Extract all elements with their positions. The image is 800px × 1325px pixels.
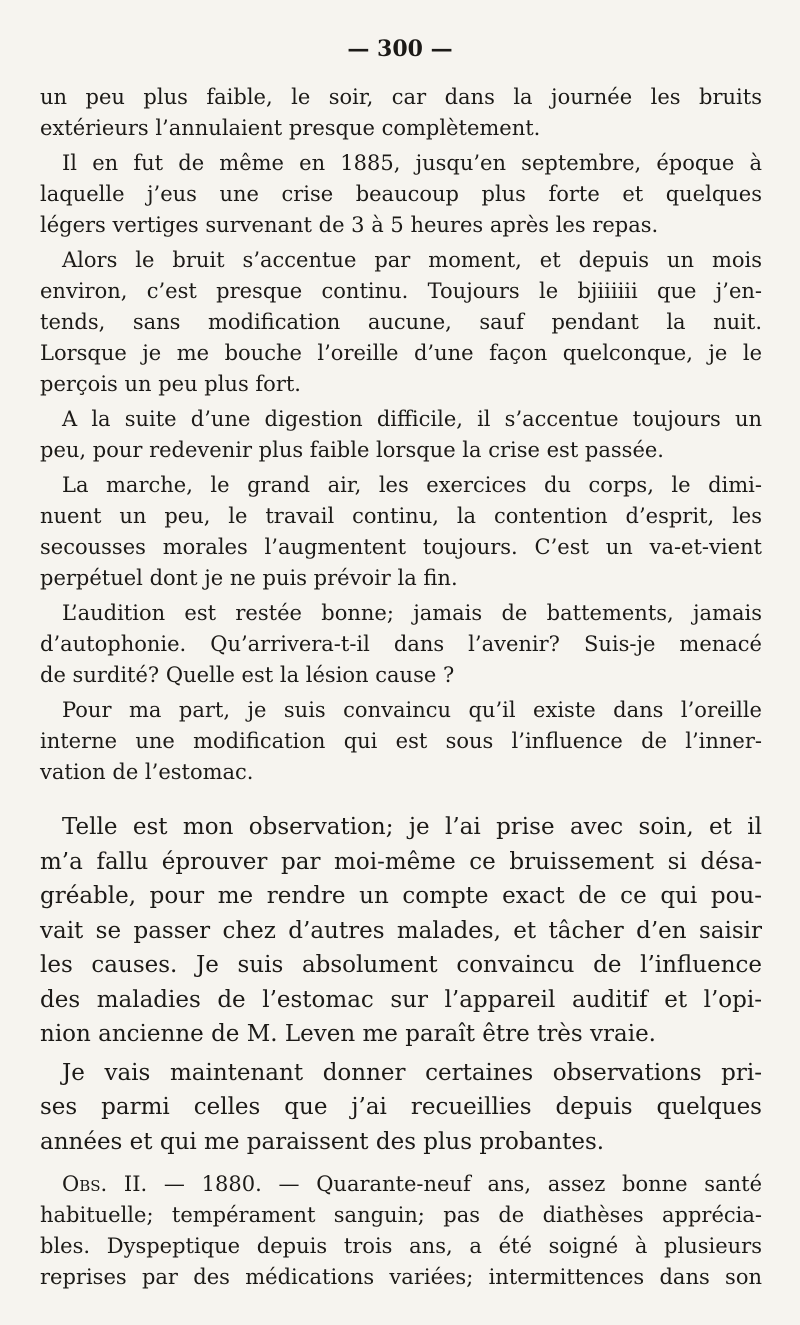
text-line: légers vertiges survenant de 3 à 5 heures après les repas. bbox=[40, 213, 659, 237]
text-line: d’autophonie. Qu’arrivera-t-il dans l’avenir? Suis-je menacé bbox=[40, 632, 762, 656]
paragraph bbox=[40, 404, 762, 466]
observation-text: II. — 1880. — Quarante-neuf ans, assez bonne santé bbox=[107, 1172, 762, 1196]
observation-lead: Obs. bbox=[62, 1172, 108, 1196]
paragraph bbox=[40, 245, 762, 400]
text-line: tends, sans modification aucune, sauf pendant la nuit. bbox=[40, 310, 762, 334]
text-line: Alors le bruit s’accentue par moment, et depuis un mois bbox=[62, 248, 762, 272]
text-line: extérieurs l’annulaient presque complètement. bbox=[40, 116, 541, 140]
paragraph bbox=[40, 82, 762, 144]
text-line: L’audition est restée bonne; jamais de battements, jamais bbox=[62, 601, 762, 625]
paragraph bbox=[40, 470, 762, 594]
paragraph bbox=[40, 810, 762, 1052]
text-line: laquelle j’eus une crise beaucoup plus forte et quelques bbox=[40, 182, 762, 206]
paragraph bbox=[40, 1056, 762, 1160]
text-line: les causes. Je suis absolument convaincu de l’influence bbox=[40, 952, 762, 978]
text-line: bles. Dyspeptique depuis trois ans, a été soigné à plusieurs bbox=[40, 1234, 762, 1258]
text-line: habituelle; tempérament sanguin; pas de diathèses apprécia- bbox=[40, 1203, 762, 1227]
paragraph bbox=[40, 148, 762, 241]
text-line: de surdité? Quelle est la lésion cause ? bbox=[40, 663, 455, 687]
text-line: ses parmi celles que j’ai recueillies depuis quelques bbox=[40, 1094, 762, 1120]
text-line: nuent un peu, le travail continu, la contention d’esprit, les bbox=[40, 504, 762, 528]
text-line: Lorsque je me bouche l’oreille d’une façon quelconque, je le bbox=[40, 341, 762, 365]
text-line: environ, c’est presque continu. Toujours le bjiiiiii que j’en- bbox=[40, 279, 762, 303]
text-line: interne une modification qui est sous l’influence de l’inner- bbox=[40, 729, 762, 753]
text-line: Telle est mon observation; je l’ai prise avec soin, et il bbox=[62, 814, 762, 840]
paragraph bbox=[40, 695, 762, 788]
text-line bbox=[40, 1169, 762, 1200]
text-line: vait se passer chez d’autres malades, et tâcher d’en saisir bbox=[40, 917, 762, 944]
text-line: secousses morales l’augmentent toujours. C’est un va-et-vient bbox=[40, 535, 762, 559]
page-number: — 300 — bbox=[347, 36, 453, 62]
text-line: des maladies de l’estomac sur l’appareil auditif et l’opi- bbox=[40, 986, 762, 1013]
text-line: vation de l’estomac. bbox=[40, 760, 254, 784]
text-line: nion ancienne de M. Leven me paraît être très vraie. bbox=[40, 1021, 656, 1047]
text-line: un peu plus faible, le soir, car dans la journée les bruits bbox=[40, 85, 762, 109]
text-line: Je vais maintenant donner certaines observations pri- bbox=[62, 1059, 762, 1086]
paragraph bbox=[40, 598, 762, 691]
text-line: perçois un peu plus fort. bbox=[40, 372, 301, 396]
text-line: Pour ma part, je suis convaincu qu’il existe dans l’oreille bbox=[62, 698, 762, 722]
text-line: reprises par des médications variées; intermittences dans son bbox=[40, 1265, 762, 1289]
text-line: peu, pour redevenir plus faible lorsque la crise est passée. bbox=[40, 438, 664, 462]
text-line: perpétuel dont je ne puis prévoir la fin. bbox=[40, 566, 458, 590]
text-line: La marche, le grand air, les exercices du corps, le dimi- bbox=[62, 473, 762, 497]
text-line: années et qui me paraissent des plus probantes. bbox=[40, 1128, 605, 1155]
paragraph bbox=[40, 1169, 762, 1293]
text-line: m’a fallu éprouver par moi-même ce bruissement si désa- bbox=[40, 848, 762, 875]
body-text bbox=[40, 82, 762, 1297]
text-line: Il en fut de même en 1885, jusqu’en septembre, époque à bbox=[62, 151, 762, 175]
text-line: A la suite d’une digestion difficile, il s’accentue toujours un bbox=[62, 407, 762, 431]
text-line: gréable, pour me rendre un compte exact de ce qui pou- bbox=[40, 883, 762, 909]
